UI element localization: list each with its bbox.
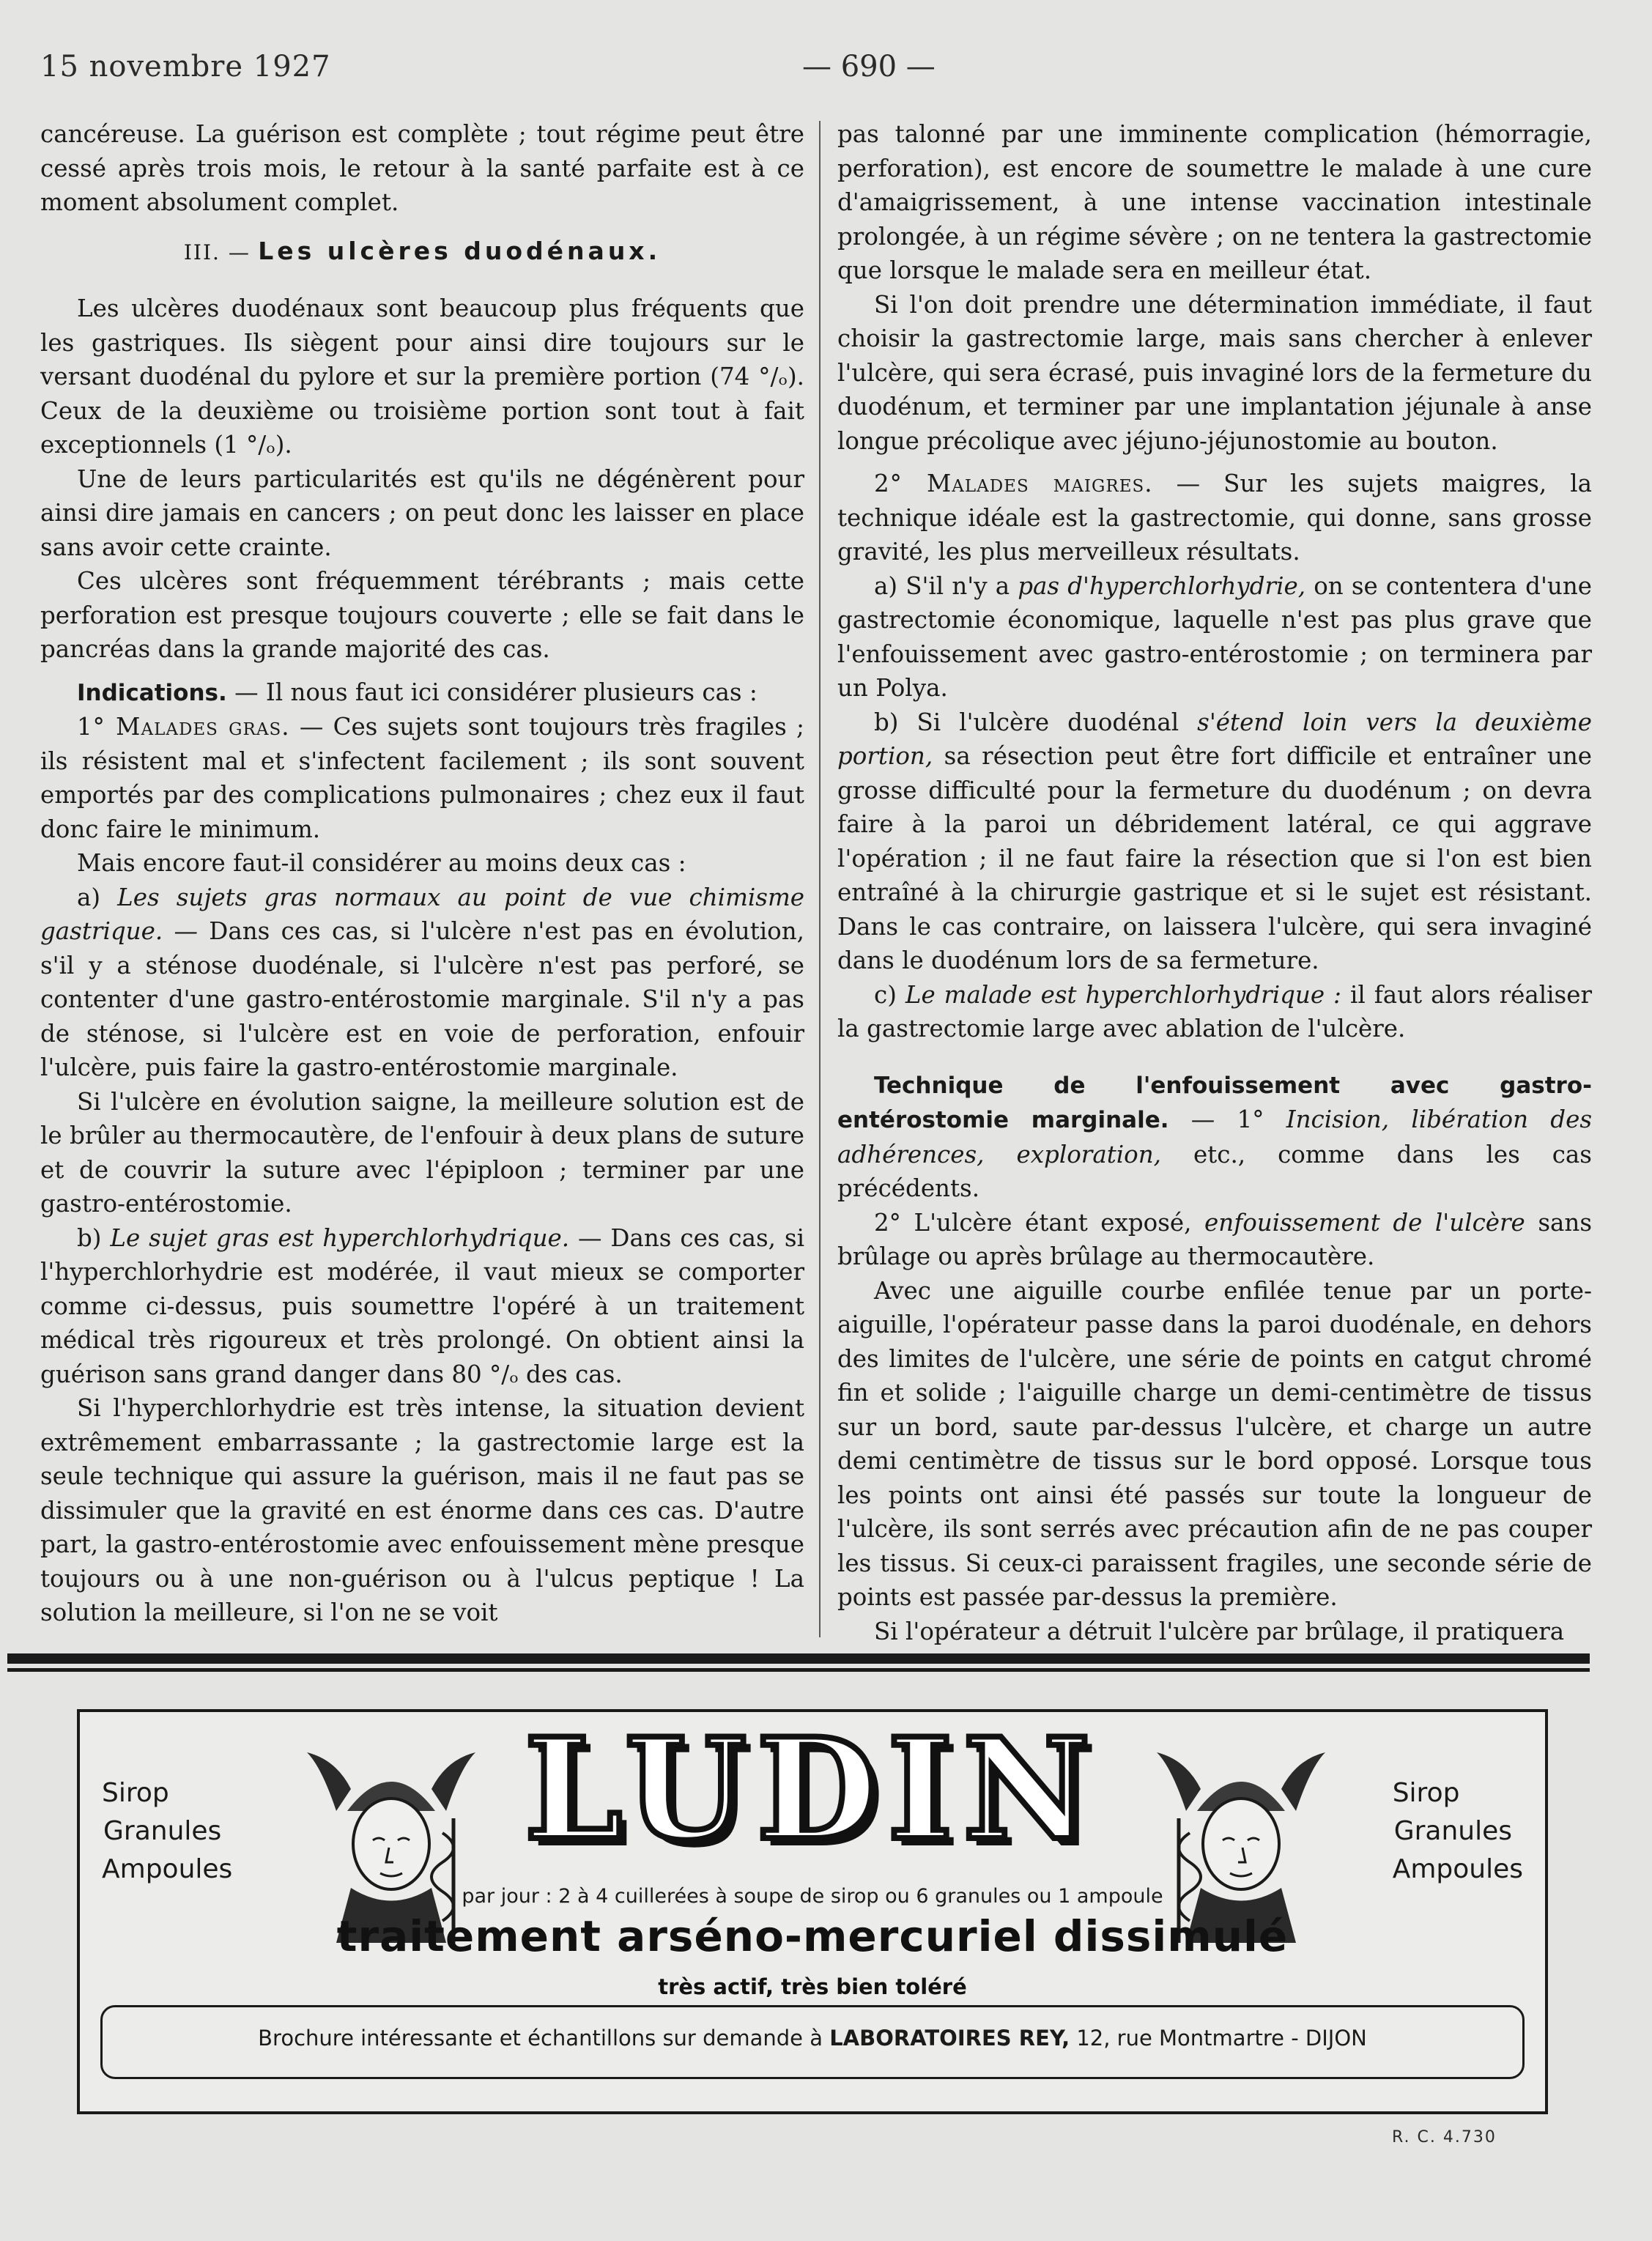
left-column xyxy=(40,117,804,1630)
paragraph: Si l'on doit prendre une détermination immédiate, il faut choisir la gastrectomie large, mais sans chercher à enlever l'ulcère, qui sera écrasé, puis invaginé lors de la fermeture du duodénum, et terminer par une implantation jéjunale à anse longue précolique avec jéjuno-jéjunostomie au bouton. xyxy=(837,290,1592,455)
paragraph-text: on se contentera d'une gastrectomie économique, laquelle n'est pas plus grave que l'enfouissement avec gastro-entérostomie ; on terminera par un Polya. xyxy=(837,571,1592,702)
paragraph xyxy=(40,1221,804,1392)
italic-text: Incision, libération des adhérences, exploration, xyxy=(837,1105,1593,1168)
paragraph-text: b) xyxy=(77,1223,111,1252)
paragraph-text: sans brûlage ou après brûlage au thermocautère. xyxy=(837,1208,1593,1270)
laboratory-address: 12, rue Montmartre - DIJON xyxy=(1070,2026,1367,2051)
dosage-text: par jour : 2 à 4 cuillerées à soupe de sirop ou 6 granules ou 1 ampoule xyxy=(462,1885,1163,1908)
page-number: — 690 — xyxy=(802,50,936,84)
form-label: Granules xyxy=(1393,1816,1512,1846)
ad-tagline: très actif, très bien toléré xyxy=(658,1974,967,1999)
laboratory-name: LABORATOIRES REY, xyxy=(829,2026,1070,2051)
case-label: 2° Malades maigres. xyxy=(874,470,1153,497)
product-forms-left xyxy=(102,1774,232,1889)
paragraph: Si l'ulcère en évolution saigne, la meilleure solution est de le brûler au thermocautère, de l'enfouir à deux plans de suture et de couvrir la suture avec l'épiploon ; terminer par une gastro-entérostomie. xyxy=(40,1087,804,1218)
form-label: Ampoules xyxy=(102,1854,233,1884)
advertisement xyxy=(77,1709,1548,2114)
page-header xyxy=(40,50,1608,101)
italic-text: pas d'hyperchlorhydrie, xyxy=(1018,571,1306,600)
paragraph-text: etc., comme dans les cas précédents. xyxy=(837,1140,1592,1202)
paragraph xyxy=(40,710,804,846)
issue-date: 15 novembre 1927 xyxy=(40,50,331,84)
form-label: Granules xyxy=(103,1816,222,1846)
paragraph xyxy=(837,1068,1592,1206)
paragraph: Les ulcères duodénaux sont beaucoup plus fréquents que les gastriques. Ils siègent pour ainsi dire toujours sur le versant duodénal du pylore et sur la première portion (74 °/ₒ). Ceux de la deuxième ou troisième portion sont tout à fait exceptionnels (1 °/ₒ). xyxy=(40,295,804,459)
italic-text: s'étend loin vers la deuxième portion, xyxy=(837,708,1592,770)
ad-footer-text xyxy=(103,2026,1522,2051)
paragraph: cancéreuse. La guérison est complète ; tout régime peut être cessé après trois mois, le retour à la santé parfaite est à ce moment absolument complet. xyxy=(40,120,804,216)
paragraph-text: a) xyxy=(77,883,118,911)
paragraph-text: — Dans ces cas, si l'hyperchlorhydrie est modérée, il vaut mieux se comporter comme ci-dessus, puis soumettre l'opéré à un traitement médical très rigoureux et très prolongé. On obtient ainsi la guérison sans grand danger dans 80 °/ₒ des cas. xyxy=(40,1223,804,1388)
paragraph-text: — Dans ces cas, si l'ulcère n'est pas en évolution, s'il y a sténose duodénale, si l'ulcère n'est pas perforé, se contenter d'une gastro-entérostomie marginale. S'il n'y a pas de sténose, si l'ulcère est en voie de perforation, enfouir l'ulcère, puis faire la gastro-entérostomie marginale. xyxy=(40,917,804,1081)
ad-headline: traitement arséno-mercuriel dissimulé xyxy=(336,1911,1289,1961)
paragraph xyxy=(837,705,1592,978)
paragraph-text: sa résection peut être fort difficile et entraîner une grosse difficulté pour la fermeture du duodénum ; on devra faire à la paroi un débridement latéral, ce qui aggrave l'opération ; il ne faut faire la résection que si l'on est bien entraîné à la chirurgie gastrique et si le sujet est résistant. Dans le cas contraire, on laissera l'ulcère, qui sera invaginé dans le duodénum lors de sa fermeture. xyxy=(837,742,1592,974)
subheading-technique: Technique de l'enfouissement avec gastro-entérostomie marginale. xyxy=(837,1072,1592,1133)
paragraph xyxy=(837,978,1592,1046)
paragraph xyxy=(837,467,1592,569)
paragraph xyxy=(837,1206,1592,1274)
subheading-indications: Indications. xyxy=(77,679,227,706)
paragraph: pas talonné par une imminente complication (hémorragie, perforation), est encore de soumettre le malade à une cure d'amaigrissement, à une intense vaccination intestinale prolongée, à un régime sévère ; on ne tentera la gastrectomie que lorsque le malade sera en meilleur état. xyxy=(837,120,1592,284)
separator-rule-thin xyxy=(7,1668,1590,1672)
paragraph-text: b) Si l'ulcère duodénal xyxy=(874,708,1198,736)
paragraph-text: — Sur les sujets maigres, la technique idéale est la gastrectomie, qui donne, sans grosse gravité, les plus merveilleux résultats. xyxy=(837,470,1592,566)
paragraph-text: — Ces sujets sont toujours très fragiles ; ils résistent mal et s'infectent facilement ; ils sont souvent emportés par des complications pulmonaires ; chez eux il faut donc faire le minimum. xyxy=(40,713,805,843)
hermes-head-illustration xyxy=(307,1723,475,1943)
italic-text: Le sujet gras est hyperchlorhydrique. xyxy=(110,1223,570,1252)
section-heading xyxy=(40,234,804,270)
paragraph-text: 2° L'ulcère étant exposé, xyxy=(874,1208,1205,1237)
registration-number: R. C. 4.730 xyxy=(1392,2128,1497,2146)
paragraph: Ces ulcères sont fréquemment térébrants ; mais cette perforation est presque toujours couverte ; elle se fait dans le pancréas dans la grande majorité des cas. xyxy=(40,567,804,663)
form-label: Ampoules xyxy=(1392,1854,1523,1884)
right-column xyxy=(837,117,1592,1648)
italic-text: enfouissement de l'ulcère xyxy=(1204,1208,1525,1237)
product-forms-right xyxy=(1393,1774,1523,1889)
form-label: Sirop xyxy=(1392,1778,1460,1808)
paragraph-text: — Il nous faut ici considérer plusieurs cas : xyxy=(226,678,758,706)
separator-rule-thick xyxy=(7,1653,1590,1664)
case-label: 1° Malades gras. xyxy=(77,713,290,741)
paragraph-text: — 1° xyxy=(1168,1105,1286,1133)
paragraph: Mais encore faut-il considérer au moins deux cas : xyxy=(77,849,686,877)
italic-text: Les sujets gras normaux au point de vue chimisme gastrique. xyxy=(40,883,805,945)
paragraph xyxy=(40,675,804,711)
paragraph: Une de leurs particularités est qu'ils ne dégénèrent pour ainsi dire jamais en cancers ; on peut donc les laisser en place sans avoir cette crainte. xyxy=(40,464,804,561)
paragraph: Si l'opérateur a détruit l'ulcère par brûlage, il pratiquera xyxy=(874,1617,1565,1645)
paragraph xyxy=(40,881,804,1085)
paragraph: Si l'hyperchlorhydrie est très intense, la situation devient extrêmement embarrassante ; la gastrectomie large est la seule technique qui assure la guérison, mais il ne faut pas se dissimuler que la gravité en est énorme dans ces cas. D'autre part, la gastro-entérostomie avec enfouissement mène presque toujours ou à une non-guérison ou à l'ulcus peptique ! La solution la meilleure, si l'on ne se voit xyxy=(40,1394,804,1626)
footer-pre: Brochure intéressante et échantillons sur demande à xyxy=(258,2026,830,2051)
column-divider xyxy=(819,121,821,1637)
brand-logo: LUDIN xyxy=(524,1707,1101,1871)
paragraph-text: il faut alors réaliser la gastrectomie large avec ablation de l'ulcère. xyxy=(837,980,1592,1042)
paragraph: Avec une aiguille courbe enfilée tenue par un porte-aiguille, l'opérateur passe dans la paroi duodénale, en dehors des limites de l'ulcère, une série de points en catgut chromé fin et solide ; l'aiguille charge un demi-centimètre de tissus sur un bord, saute par-dessus l'ulcère, et charge un autre demi centimètre de tissus sur le bord opposé. Lorsque tous les points ont ainsi été passés sur toute la longueur de l'ulcère, ils sont serrés avec précaution afin de ne pas couper les tissus. Si ceux-ci paraissent fragiles, une seconde série de points est passée par-dessus la première. xyxy=(837,1276,1592,1611)
hermes-head-illustration xyxy=(1157,1723,1325,1943)
form-label: Sirop xyxy=(102,1778,169,1808)
section-number: III. — xyxy=(183,240,251,264)
paragraph-text: a) S'il n'y a xyxy=(874,571,1018,600)
paragraph xyxy=(837,569,1592,705)
ad-footer-box xyxy=(100,2005,1525,2079)
section-title: Les ulcères duodénaux. xyxy=(258,236,662,265)
italic-text: Le malade est hyperchlorhydrique : xyxy=(905,980,1341,1009)
paragraph-text: c) xyxy=(874,980,905,1009)
